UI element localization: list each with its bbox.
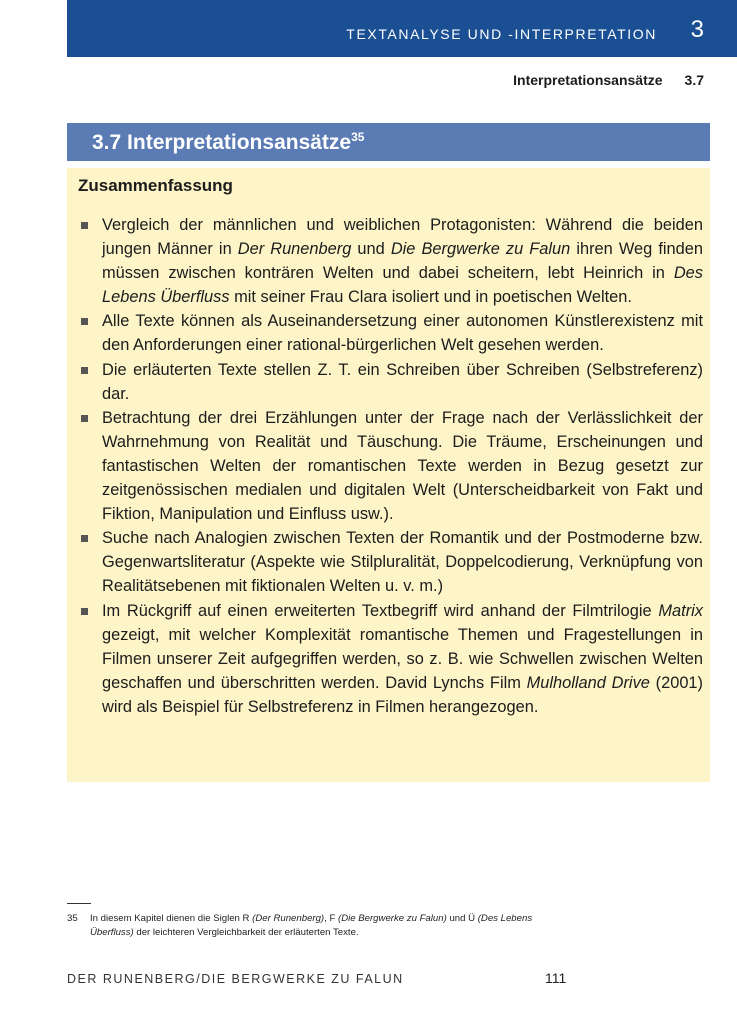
- section-heading-bar: [67, 123, 710, 161]
- italic-title: Matrix: [658, 601, 703, 620]
- text-segment: (2001) wird als Beispiel für Selbstreferenz in Filmen herangezogen.: [102, 673, 704, 716]
- list-item: [80, 213, 703, 309]
- text-segment: und: [351, 240, 391, 259]
- square-bullet-icon: [81, 222, 88, 229]
- square-bullet-icon: [81, 415, 88, 422]
- footnote-reference[interactable]: 35: [351, 130, 365, 144]
- text-segment: Betrachtung der drei Erzählungen unter der Frage nach der Verlässlichkeit der Wahrnehmung von Realität und Täuschung. Die Träume, Erscheinungen und fantastischen Welten der romantischen Texte werden in Bezug gesetzt zur zeitgenössischen medialen und digitalen Welt (Unterscheidbarkeit von Fakt und Fiktion, Manipulation und Einfluss usw.).: [102, 408, 703, 524]
- footnote-divider: [67, 903, 91, 904]
- italic-title: (Der Runenberg): [252, 913, 325, 924]
- text-segment: Vergleich der männlichen und weiblichen Protagonisten: Während die beiden jungen Männer in: [102, 216, 703, 259]
- text-segment: gezeigt, mit welcher Komplexität romantische Themen und Fragestellungen in Filmen unserer Zeit aufgegriffen werden, so z. B. wie Schwellen zwischen Welten geschaffen und überschritten werden. David Lynchs Film: [102, 625, 703, 692]
- text-segment: mit seiner Frau Clara isoliert und in poetischen Welten.: [229, 288, 632, 307]
- list-item: [80, 599, 703, 719]
- list-item: [80, 309, 703, 357]
- section-title: [92, 130, 364, 155]
- square-bullet-icon: [81, 535, 88, 542]
- list-item: [80, 526, 703, 598]
- square-bullet-icon: [81, 367, 88, 374]
- square-bullet-icon: [81, 318, 88, 325]
- italic-title: Die Bergwerke zu Falun: [390, 240, 571, 259]
- running-head-title: Interpretationsansätze: [513, 72, 663, 88]
- summary-box: [67, 168, 710, 782]
- text-segment: Im Rückgriff auf einen erweiterten Textbegriff wird anhand der Filmtrilogie: [102, 601, 659, 620]
- italic-title: Des Lebens Überfluss: [102, 264, 703, 307]
- footer-book-title: DER RUNENBERG/DIE BERGWERKE ZU FALUN: [67, 972, 404, 986]
- text-segment: In diesem Kapitel dienen die Siglen R: [90, 913, 253, 924]
- list-item: [80, 358, 703, 406]
- italic-title: (Die Bergwerke zu Falun): [338, 913, 447, 924]
- text-segment: Die erläuterten Texte stellen Z. T. ein Schreiben über Schreiben (Selbstreferenz) dar.: [102, 360, 703, 403]
- section-title-text: Interpretationsansätze: [127, 131, 352, 154]
- square-bullet-icon: [81, 608, 88, 615]
- summary-list: [80, 213, 703, 719]
- footnote-text: [90, 912, 547, 940]
- footnote: [67, 912, 547, 940]
- page-number: 111: [545, 970, 567, 986]
- summary-heading: Zusammenfassung: [78, 176, 233, 195]
- text-segment: ihren Weg finden müssen zwischen konträren Welten und dabei scheitern, lebt Heinrich in: [102, 240, 703, 283]
- list-item: [80, 406, 703, 526]
- italic-title: Mulholland Drive: [526, 673, 650, 692]
- section-number: 3.7: [92, 131, 122, 154]
- chapter-header-band: [67, 0, 737, 57]
- text-segment: der leichteren Vergleichbarkeit der erläuterten Texte.: [133, 927, 359, 938]
- running-head-number: 3.7: [684, 72, 704, 88]
- text-segment: und Ü: [446, 913, 478, 924]
- chapter-title: TEXTANALYSE UND -INTERPRETATION: [346, 26, 657, 42]
- chapter-number: 3: [690, 16, 704, 43]
- text-segment: Alle Texte können als Auseinandersetzung einer autonomen Künstlerexistenz mit den Anforderungen einer rational-bürgerlichen Welt gesehen werden.: [102, 312, 703, 355]
- italic-title: Der Runenberg: [237, 240, 352, 259]
- footnote-number: 35: [67, 913, 78, 924]
- text-segment: Suche nach Analogien zwischen Texten der Romantik und der Postmoderne bzw. Gegenwartsliteratur (Aspekte wie Stilpluralität, Doppelcodierung, Verknüpfung von Realitätsebenen mit fiktionalen Welten u. v. m.): [102, 529, 703, 596]
- italic-title: (Des Lebens Überfluss): [90, 913, 533, 938]
- text-segment: , F: [324, 913, 338, 924]
- running-head: [513, 72, 704, 88]
